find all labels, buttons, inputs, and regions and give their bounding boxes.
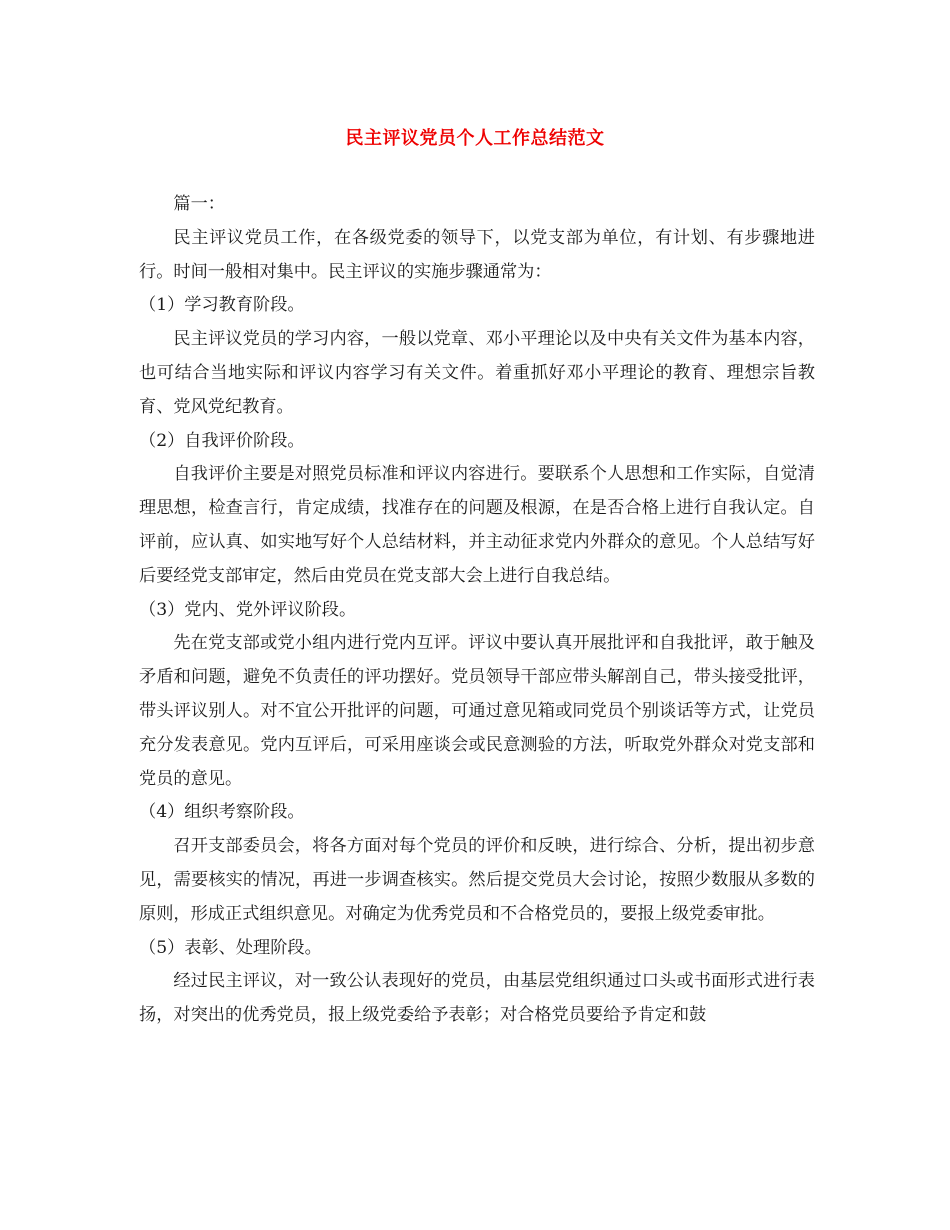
body-paragraph: 经过民主评议，对一致公认表现好的党员，由基层党组织通过口头或书面形式进行表扬，对突出的优秀党员，报上级党委给予表彰；对合格党员要给予肯定和鼓 (139, 971, 815, 1026)
step-heading: （4）组织考察阶段。 (139, 802, 305, 823)
body-paragraph: 民主评议党员的学习内容，一般以党章、邓小平理论以及中央有关文件为基本内容，也可结合当地实际和评议内容学习有关文件。着重抓好邓小平理论的教育、理想宗旨教育、党风党纪教育。 (139, 329, 815, 417)
document-body (139, 188, 815, 1033)
section-label: 篇一： (173, 194, 225, 214)
step-heading: （1）学习教育阶段。 (139, 295, 305, 316)
body-paragraph: 先在党支部或党小组内进行党内互评。评议中要认真开展批评和自我批评，敢于触及矛盾和问题，避免不负责任的评功摆好。党员领导干部应带头解剖自己，带头接受批评，带头评议别人。对不宜公开批评的问题，可通过意见箱或同党员个别谈话等方式，让党员充分发表意见。党内互评后，可采用座谈会或民意测验的方法，听取党外群众对党支部和党员的意见。 (139, 633, 815, 789)
body-paragraph: 自我评价主要是对照党员标准和评议内容进行。要联系个人思想和工作实际，自觉清理思想，检查言行，肯定成绩，找准存在的问题及根源，在是否合格上进行自我认定。自评前，应认真、如实地写好个人总结材料，并主动征求党内外群众的意见。个人总结写好后要经党支部审定，然后由党员在党支部大会上进行自我总结。 (139, 464, 815, 586)
step-heading: （5）表彰、处理阶段。 (139, 937, 322, 958)
step-heading: （3）党内、党外评议阶段。 (139, 599, 357, 620)
body-paragraph: 民主评议党员工作，在各级党委的领导下，以党支部为单位，有计划、有步骤地进行。时间一般相对集中。民主评议的实施步骤通常为： (139, 227, 815, 282)
document-title: 民主评议党员个人工作总结范文 (345, 128, 605, 149)
step-heading: （2）自我评价阶段。 (139, 430, 305, 451)
body-paragraph: 召开支部委员会，将各方面对每个党员的评价和反映，进行综合、分析，提出初步意见，需要核实的情况，再进一步调查核实。然后提交党员大会讨论，按照少数服从多数的原则，形成正式组织意见。对确定为优秀党员和不合格党员的，要报上级党委审批。 (139, 836, 815, 924)
